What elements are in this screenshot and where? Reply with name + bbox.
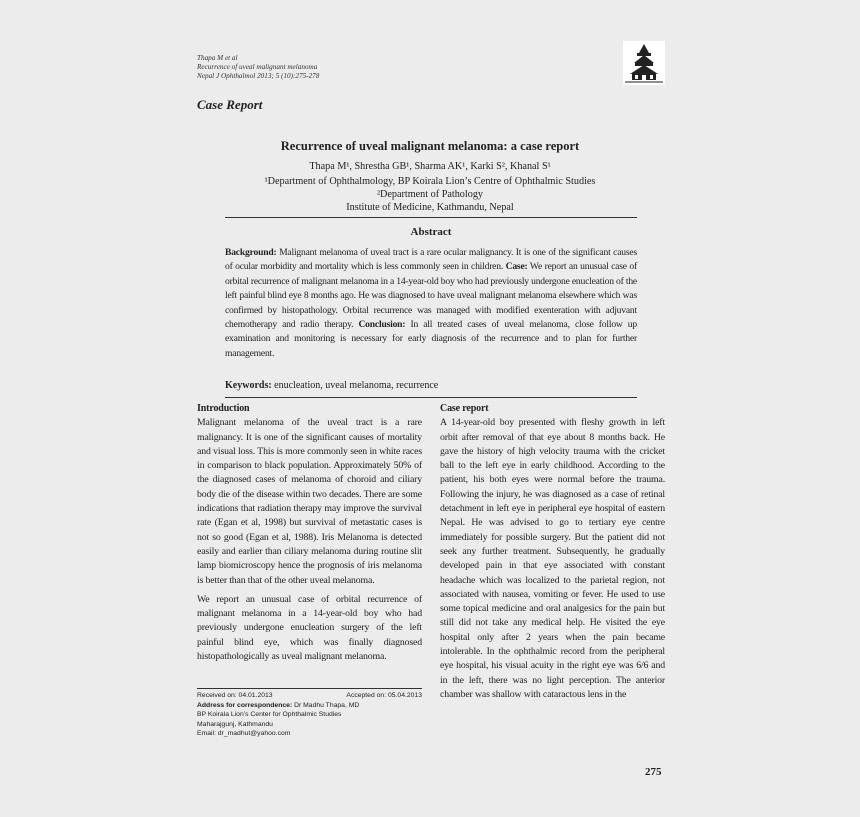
background-label: Background: xyxy=(225,247,277,258)
page-number: 275 xyxy=(645,766,662,778)
affiliation-1: ¹Department of Ophthalmology, BP Koirala Lion’s Centre of Ophthalmic Studies xyxy=(264,176,596,187)
keywords-label: Keywords: xyxy=(225,380,272,391)
abstract-heading: Abstract xyxy=(410,226,452,238)
keywords xyxy=(225,380,438,391)
conclusion-label: Conclusion: xyxy=(358,319,406,331)
introduction-heading: Introduction xyxy=(197,403,250,414)
case-label: Case: xyxy=(505,261,528,273)
correspondence-footnote xyxy=(197,688,422,739)
header-author: Thapa M et al xyxy=(197,54,238,62)
dates-row xyxy=(197,691,422,701)
introduction-paragraph-2: We report an unusual case of orbital recurrence of malignant melanoma in a 14-year-old boy who had previously undergone enucleation surgery of the left painful blind eye, which was finally diagnosed histopathologically as uveal malignant melanoma. xyxy=(197,593,422,663)
address-line-2: Maharajgunj, Kathmandu xyxy=(197,720,273,728)
accepted-date: Accepted on: 05.04.2013 xyxy=(346,692,422,699)
keywords-text: enucleation, uveal melanoma, recurrence xyxy=(271,380,439,391)
introduction-paragraph-1: Malignant melanoma of the uveal tract is a rare malignancy. It is one of the significant causes of mortality and visual loss. This is more commonly seen in white races in comparison to black population. Approximately 50% of the diagnosed cases of melanoma of choroid and ciliary body die of the disease within two decades. There are some indications that radiation therapy may improve the survival rate (Egan et al, 1998) but survival of metastatic cases is not so good (Egan et al, 1988). Iris Melanoma is detected easily and earlier than ciliary melanoma during routine slit lamp biomicroscopy hence the prognosis of iris melanoma is better than that of the other uveal melanoma. xyxy=(197,417,422,586)
case-text: We report an unusual case of orbital recurrence of malignant melanoma in a 14-year-old boy who had previously undergone enucleation of the left painful blind eye 8 months ago. He was diagnosed to have uveal malignant melanoma elsewhere which was confirmed by histopathology. Orbital recurrence was managed with modified exenteration with adjuvant chemotherapy and radio therapy. xyxy=(225,261,637,331)
email-line: Email: dr_madhut@yahoo.com xyxy=(197,730,291,738)
correspondence-label: Address for correspondence: xyxy=(197,701,293,709)
case-report-paragraph: A 14-year-old boy presented with fleshy growth in left orbit after removal of that eye about 8 months back. He gave the history of high velocity trauma with the cricket ball to the left eye in early childhood. According to the patient, his both eyes were normal before the trauma. Following the injury, he was diagnosed as a case of retinal detachment in left eye in peripheral eye hospital of eastern Nepal. He was advised to go to tertiary eye centre immediately for possible surgery. But the patient did not seek any further treatment. Subsequently, he gradually developed pain in that eye associated with constant headache which was localized to the parietal region, not associated with nausea, vomiting or fever. He used to use some topical medicine and oral analgesics for the pain but still did not take any medical help. He visited the eye hospital only after 2 years when the pain became intolerable. In the ophthalmic record from the peripheral eye hospital, his visual acuity in the right eye was 6/6 and in the left, there was no light perception. The anterior chamber was shallow with cataractous lens in the xyxy=(440,417,665,700)
running-header xyxy=(197,54,319,81)
temple-logo-icon xyxy=(623,41,665,85)
journal-logo xyxy=(623,41,665,85)
correspondence-line xyxy=(197,701,422,711)
received-date: Received on: 04.01.2013 xyxy=(197,692,273,699)
address-line-1: BP Koirala Lion’s Center for Ophthalmic Studies xyxy=(197,711,342,719)
header-citation: Nepal J Ophthalmol 2013; 5 (10):275-278 xyxy=(197,72,320,80)
affiliation-2: ²Department of Pathology xyxy=(376,189,484,200)
abstract-bottom-rule xyxy=(225,397,637,398)
case-report-section xyxy=(440,402,665,702)
conclusion-text: In all treated cases of uveal melanoma, close follow up examination and monitoring is necessary for early diagnosis of the recurrence and to plan for further management. xyxy=(225,319,638,359)
article-title: Recurrence of uveal malignant melanoma: a case report xyxy=(280,139,580,153)
header-short-title: Recurrence of uveal malignant melanoma xyxy=(197,63,318,71)
introduction-section xyxy=(197,402,422,664)
correspondence-name: Dr Madhu Thapa, MD xyxy=(292,701,360,709)
abstract-top-rule xyxy=(225,217,637,218)
author-list: Thapa M¹, Shrestha GB¹, Sharma AK¹, Karki S², Khanal S¹ xyxy=(309,161,551,172)
case-report-heading: Case report xyxy=(440,403,489,414)
article-type-label: Case Report xyxy=(197,97,263,112)
abstract-body xyxy=(225,246,637,361)
background-text: Malignant melanoma of uveal tract is a rare ocular malignancy. It is one of the significant causes of ocular morbidity and mortality which is less commonly seen in children. xyxy=(225,247,637,273)
affiliation-3: Institute of Medicine, Kathmandu, Nepal xyxy=(346,202,514,213)
